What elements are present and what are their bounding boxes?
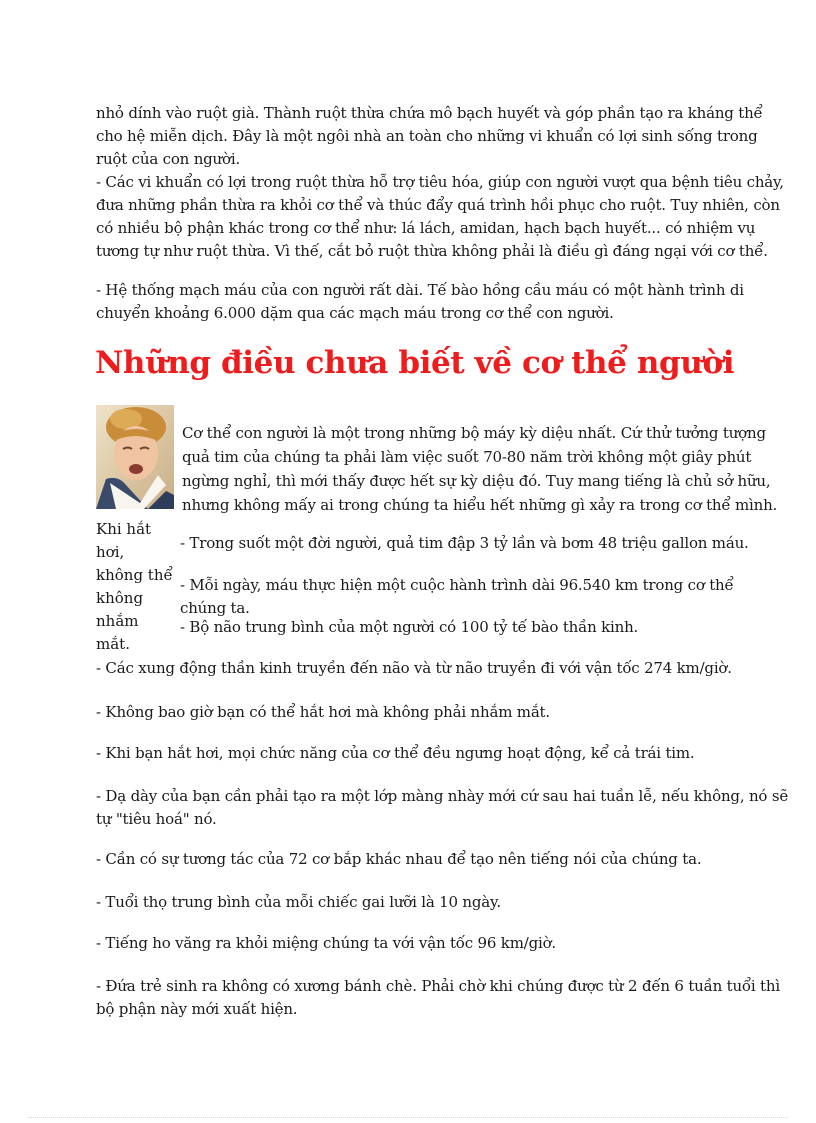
- fact-cough-speed: - Tiếng ho văng ra khỏi miệng chúng ta với vận tốc 96 km/giờ.: [96, 934, 556, 952]
- fact-kneecap: - Đứa trẻ sinh ra không có xương bánh chè. Phải chờ khi chúng được từ 2 đến 6 tuần tuổi thì bộ phận này mới xuất hiện.: [96, 977, 780, 1018]
- sneezing-boy-photo: [96, 405, 174, 509]
- fact-speech-muscles: - Cần có sự tương tác của 72 cơ bắp khác nhau để tạo nên tiếng nói của chúng ta.: [96, 850, 702, 868]
- photo-caption: Khi hắt hơi, không thể không nhắm mắt.: [96, 520, 173, 653]
- page-footer-divider: [28, 1117, 788, 1118]
- fact-sneeze-eyes: - Không bao giờ bạn có thể hắt hơi mà không phải nhắm mắt.: [96, 703, 550, 721]
- fact-taste-buds: - Tuổi thọ trung bình của mỗi chiếc gai lưỡi là 10 ngày.: [96, 893, 501, 911]
- paragraph-appendix-bacteria: - Các vi khuẩn có lợi trong ruột thừa hỗ trợ tiêu hóa, giúp con người vượt qua bệnh tiêu chảy, đưa những phần thừa ra khỏi cơ thể và thúc đẩy quá trình hồi phục cho ruột. Tuy nhiên, còn có nhiều bộ phận khác trong cơ thể như: lá lách, amidan, hạch bạch huyết... có nhiệm vụ tương tự như ruột thừa. Vì thế, cắt bỏ ruột thừa không phải là điều gì đáng ngại với cơ thể.: [96, 173, 784, 260]
- fact-heartbeat: - Trong suốt một đời người, quả tim đập 3 tỷ lần và bơm 48 triệu gallon máu.: [180, 534, 749, 552]
- fact-nerve-impulses: - Các xung động thần kinh truyền đến não và từ não truyền đi với vận tốc 274 km/giờ.: [96, 659, 732, 677]
- paragraph-appendix-lymph: nhỏ dính vào ruột già. Thành ruột thừa chứa mô bạch huyết và góp phần tạo ra kháng thể cho hệ miễn dịch. Đây là một ngôi nhà an toàn cho những vi khuẩn có lợi sinh sống trong ruột của con người.: [96, 104, 763, 168]
- fact-stomach-lining: - Dạ dày của bạn cần phải tạo ra một lớp màng nhày mới cứ sau hai tuần lễ, nếu không, nó sẽ tự "tiêu hoá" nó.: [96, 787, 788, 828]
- paragraph-blood-vessels: - Hệ thống mạch máu của con người rất dài. Tế bào hồng cầu máu có một hành trình di chuyển khoảng 6.000 dặm qua các mạch máu trong cơ thể con người.: [96, 281, 744, 322]
- fact-blood-journey: - Mỗi ngày, máu thực hiện một cuộc hành trình dài 96.540 km trong cơ thể chúng ta.: [180, 576, 734, 617]
- article-intro: Cơ thể con người là một trong những bộ máy kỳ diệu nhất. Cứ thử tưởng tượng quả tim của chúng ta phải làm việc suốt 70-80 năm trời không một giây phút ngừng nghỉ, thì mới thấy được hết sự kỳ diệu đó. Tuy mang tiếng là chủ sở hữu, nhưng không mấy ai trong chúng ta hiểu hết những gì xảy ra trong cơ thể mình.: [182, 424, 778, 514]
- sneezing-boy-image: [96, 405, 174, 509]
- fact-brain-cells: - Bộ não trung bình của một người có 100 tỷ tế bào thần kinh.: [180, 618, 639, 636]
- fact-sneeze-heart: - Khi bạn hắt hơi, mọi chức năng của cơ thể đều ngưng hoạt động, kể cả trái tim.: [96, 744, 695, 762]
- article-title: Những điều chưa biết về cơ thể người: [95, 345, 735, 381]
